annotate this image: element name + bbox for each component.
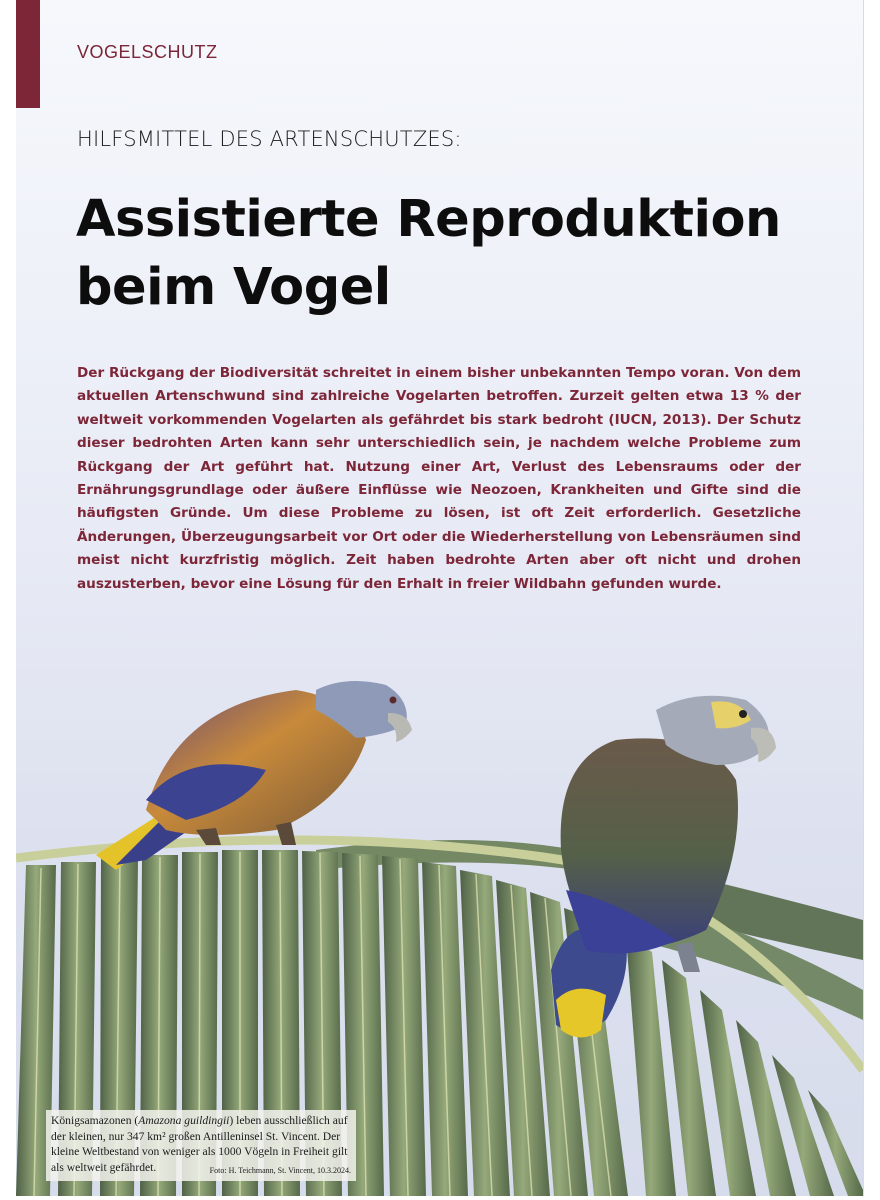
parrot-photo <box>16 600 863 1196</box>
caption-text-2: ) leben ausschließlich auf der kleinen, nur 347 km² großen Antilleninsel St. Vincent. Der kleine Weltbestand von weniger als 1000 Vögeln in Freiheit gilt als weltweit gefährdet. <box>51 1114 348 1174</box>
section-marker-bar <box>16 0 40 108</box>
magazine-page <box>16 0 864 1196</box>
headline-line-1: Assistierte Reproduktion <box>76 190 781 249</box>
kicker: HILFSMITTEL DES ARTENSCHUTZES: <box>77 127 462 151</box>
headline-line-2: beim Vogel <box>76 258 391 317</box>
section-label: VOGELSCHUTZ <box>77 42 218 62</box>
parrot-right <box>551 696 776 1038</box>
photo-credit: Foto: H. Teichmann, St. Vincent, 10.3.2024. <box>209 1165 351 1175</box>
headline <box>76 186 816 322</box>
caption-text-1: Königsamazonen ( <box>51 1114 139 1127</box>
caption-species: Amazona guildingii <box>138 1114 230 1127</box>
parrot-photo-illustration <box>16 600 863 1196</box>
lead-paragraph: Der Rückgang der Biodiversität schreitet in einem bisher unbekannten Tempo voran. Von dem aktuellen Artenschwund sind zahlreiche Vogelarten betroffen. Zurzeit gelten etwa 13 % der weltweit vorkommenden Vogelarten als gefährdet bis stark bedroht (IUCN, 2013). Der Schutz dieser bedrohten Arten kann sehr unterschiedlich sein, je nachdem welche Probleme zum Rückgang der Art geführt hat. Nutzung einer Art, Verlust des Lebensraums oder der Ernährungsgrundlage oder äußere Einflüsse wie Neozoen, Krankheiten und Gifte sind die häufigsten Gründe. Um diese Probleme zu lösen, ist oft Zeit erforderlich. Gesetzliche Änderungen, Überzeugungsarbeit vor Ort oder die Wiederherstellung von Lebensräumen sind meist nicht kurzfristig möglich. Zeit haben bedrohte Arten aber oft nicht und drohen auszusterben, bevor eine Lösung für den Erhalt in freier Wildbahn gefunden wurde. <box>77 365 801 592</box>
photo-caption <box>46 1110 356 1181</box>
